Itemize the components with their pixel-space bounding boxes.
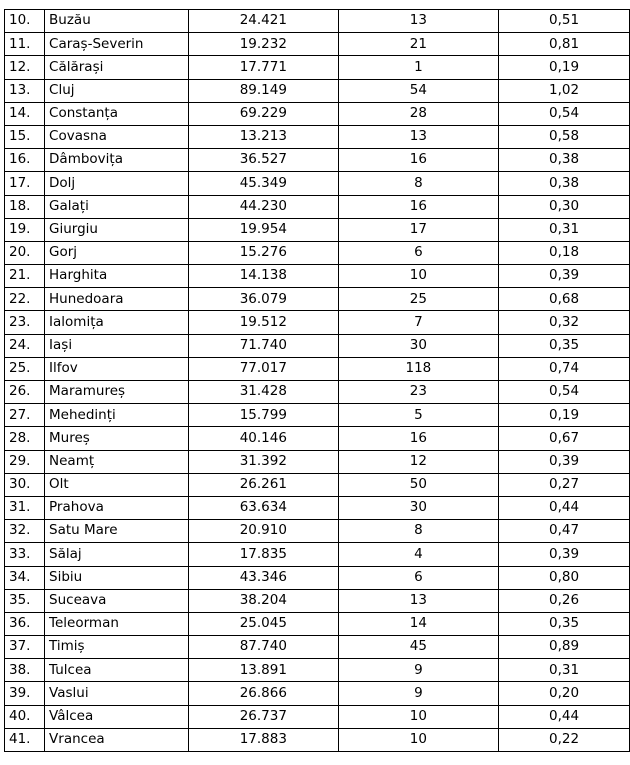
table-row	[5, 10, 630, 33]
ratio-cell: 0,39	[499, 265, 630, 288]
ratio-cell: 0,54	[499, 102, 630, 125]
table-row	[5, 566, 630, 589]
count-cell: 4	[338, 543, 498, 566]
table-row	[5, 705, 630, 728]
ratio-cell: 0,58	[499, 125, 630, 148]
count-cell: 25	[338, 288, 498, 311]
ratio-cell: 0,54	[499, 381, 630, 404]
county-name-cell: Vaslui	[45, 682, 189, 705]
county-name-cell: Vrancea	[45, 728, 189, 751]
value-cell: 17.771	[188, 56, 338, 79]
row-number-cell: 19.	[5, 218, 45, 241]
row-number-cell: 27.	[5, 404, 45, 427]
row-number-cell: 18.	[5, 195, 45, 218]
count-cell: 13	[338, 10, 498, 33]
county-name-cell: Ilfov	[45, 357, 189, 380]
value-cell: 44.230	[188, 195, 338, 218]
county-name-cell: Călărași	[45, 56, 189, 79]
count-cell: 7	[338, 311, 498, 334]
county-name-cell: Constanța	[45, 102, 189, 125]
table-row	[5, 496, 630, 519]
table-row	[5, 636, 630, 659]
table-row	[5, 357, 630, 380]
count-cell: 50	[338, 473, 498, 496]
value-cell: 63.634	[188, 496, 338, 519]
table-row	[5, 682, 630, 705]
ratio-cell: 0,31	[499, 659, 630, 682]
value-cell: 13.213	[188, 125, 338, 148]
county-name-cell: Sălaj	[45, 543, 189, 566]
ratio-cell: 0,51	[499, 10, 630, 33]
count-cell: 16	[338, 149, 498, 172]
county-name-cell: Galați	[45, 195, 189, 218]
row-number-cell: 38.	[5, 659, 45, 682]
table-row	[5, 218, 630, 241]
ratio-cell: 0,38	[499, 172, 630, 195]
row-number-cell: 11.	[5, 33, 45, 56]
value-cell: 15.276	[188, 241, 338, 264]
county-name-cell: Dâmbovița	[45, 149, 189, 172]
value-cell: 43.346	[188, 566, 338, 589]
count-cell: 118	[338, 357, 498, 380]
ratio-cell: 0,19	[499, 56, 630, 79]
county-name-cell: Prahova	[45, 496, 189, 519]
value-cell: 31.392	[188, 450, 338, 473]
value-cell: 69.229	[188, 102, 338, 125]
count-cell: 5	[338, 404, 498, 427]
value-cell: 26.737	[188, 705, 338, 728]
table-row	[5, 288, 630, 311]
count-cell: 9	[338, 682, 498, 705]
row-number-cell: 30.	[5, 473, 45, 496]
table-row	[5, 589, 630, 612]
ratio-cell: 0,44	[499, 705, 630, 728]
table-row	[5, 56, 630, 79]
ratio-cell: 0,22	[499, 728, 630, 751]
value-cell: 25.045	[188, 612, 338, 635]
row-number-cell: 34.	[5, 566, 45, 589]
county-name-cell: Hunedoara	[45, 288, 189, 311]
value-cell: 89.149	[188, 79, 338, 102]
ratio-cell: 0,89	[499, 636, 630, 659]
ratio-cell: 0,68	[499, 288, 630, 311]
count-cell: 16	[338, 427, 498, 450]
county-name-cell: Satu Mare	[45, 520, 189, 543]
table-row	[5, 334, 630, 357]
county-name-cell: Mehedinți	[45, 404, 189, 427]
count-cell: 6	[338, 241, 498, 264]
county-name-cell: Olt	[45, 473, 189, 496]
row-number-cell: 37.	[5, 636, 45, 659]
count-cell: 14	[338, 612, 498, 635]
value-cell: 77.017	[188, 357, 338, 380]
row-number-cell: 23.	[5, 311, 45, 334]
row-number-cell: 31.	[5, 496, 45, 519]
count-cell: 16	[338, 195, 498, 218]
county-name-cell: Giurgiu	[45, 218, 189, 241]
table-row	[5, 543, 630, 566]
count-cell: 17	[338, 218, 498, 241]
row-number-cell: 36.	[5, 612, 45, 635]
county-name-cell: Vâlcea	[45, 705, 189, 728]
row-number-cell: 24.	[5, 334, 45, 357]
table-row	[5, 728, 630, 751]
row-number-cell: 13.	[5, 79, 45, 102]
table-row	[5, 149, 630, 172]
county-name-cell: Teleorman	[45, 612, 189, 635]
county-name-cell: Sibiu	[45, 566, 189, 589]
table-row	[5, 450, 630, 473]
table-row	[5, 125, 630, 148]
row-number-cell: 29.	[5, 450, 45, 473]
table-row	[5, 473, 630, 496]
table-row	[5, 427, 630, 450]
county-name-cell: Cluj	[45, 79, 189, 102]
row-number-cell: 32.	[5, 520, 45, 543]
table-row	[5, 404, 630, 427]
ratio-cell: 0,26	[499, 589, 630, 612]
value-cell: 26.866	[188, 682, 338, 705]
count-cell: 10	[338, 705, 498, 728]
ratio-cell: 0,38	[499, 149, 630, 172]
row-number-cell: 41.	[5, 728, 45, 751]
county-name-cell: Gorj	[45, 241, 189, 264]
table-row	[5, 612, 630, 635]
ratio-cell: 0,32	[499, 311, 630, 334]
count-cell: 12	[338, 450, 498, 473]
count-cell: 8	[338, 520, 498, 543]
table-row	[5, 381, 630, 404]
county-name-cell: Maramureș	[45, 381, 189, 404]
ratio-cell: 0,18	[499, 241, 630, 264]
row-number-cell: 12.	[5, 56, 45, 79]
row-number-cell: 10.	[5, 10, 45, 33]
value-cell: 36.079	[188, 288, 338, 311]
ratio-cell: 0,80	[499, 566, 630, 589]
table-row	[5, 172, 630, 195]
row-number-cell: 14.	[5, 102, 45, 125]
row-number-cell: 33.	[5, 543, 45, 566]
county-data-table	[4, 9, 630, 752]
county-name-cell: Harghita	[45, 265, 189, 288]
value-cell: 17.883	[188, 728, 338, 751]
row-number-cell: 35.	[5, 589, 45, 612]
value-cell: 15.799	[188, 404, 338, 427]
ratio-cell: 1,02	[499, 79, 630, 102]
count-cell: 8	[338, 172, 498, 195]
value-cell: 13.891	[188, 659, 338, 682]
count-cell: 30	[338, 496, 498, 519]
count-cell: 6	[338, 566, 498, 589]
count-cell: 13	[338, 125, 498, 148]
count-cell: 13	[338, 589, 498, 612]
county-name-cell: Tulcea	[45, 659, 189, 682]
count-cell: 21	[338, 33, 498, 56]
ratio-cell: 0,39	[499, 543, 630, 566]
row-number-cell: 15.	[5, 125, 45, 148]
count-cell: 45	[338, 636, 498, 659]
count-cell: 9	[338, 659, 498, 682]
value-cell: 38.204	[188, 589, 338, 612]
county-name-cell: Mureș	[45, 427, 189, 450]
table-body	[5, 10, 630, 752]
ratio-cell: 0,19	[499, 404, 630, 427]
county-name-cell: Neamț	[45, 450, 189, 473]
value-cell: 20.910	[188, 520, 338, 543]
row-number-cell: 28.	[5, 427, 45, 450]
table-row	[5, 241, 630, 264]
ratio-cell: 0,44	[499, 496, 630, 519]
county-name-cell: Dolj	[45, 172, 189, 195]
value-cell: 19.512	[188, 311, 338, 334]
row-number-cell: 16.	[5, 149, 45, 172]
county-name-cell: Suceava	[45, 589, 189, 612]
table-row	[5, 79, 630, 102]
county-name-cell: Timiș	[45, 636, 189, 659]
ratio-cell: 0,67	[499, 427, 630, 450]
table-row	[5, 102, 630, 125]
county-name-cell: Iași	[45, 334, 189, 357]
count-cell: 23	[338, 381, 498, 404]
count-cell: 1	[338, 56, 498, 79]
row-number-cell: 39.	[5, 682, 45, 705]
table-row	[5, 195, 630, 218]
ratio-cell: 0,39	[499, 450, 630, 473]
table-row	[5, 265, 630, 288]
row-number-cell: 20.	[5, 241, 45, 264]
count-cell: 28	[338, 102, 498, 125]
county-name-cell: Buzău	[45, 10, 189, 33]
count-cell: 54	[338, 79, 498, 102]
value-cell: 24.421	[188, 10, 338, 33]
ratio-cell: 0,35	[499, 334, 630, 357]
value-cell: 26.261	[188, 473, 338, 496]
value-cell: 17.835	[188, 543, 338, 566]
value-cell: 36.527	[188, 149, 338, 172]
row-number-cell: 21.	[5, 265, 45, 288]
value-cell: 19.232	[188, 33, 338, 56]
county-name-cell: Covasna	[45, 125, 189, 148]
ratio-cell: 0,30	[499, 195, 630, 218]
count-cell: 10	[338, 265, 498, 288]
county-name-cell: Caraș-Severin	[45, 33, 189, 56]
value-cell: 87.740	[188, 636, 338, 659]
row-number-cell: 40.	[5, 705, 45, 728]
row-number-cell: 25.	[5, 357, 45, 380]
table-row	[5, 659, 630, 682]
count-cell: 30	[338, 334, 498, 357]
count-cell: 10	[338, 728, 498, 751]
ratio-cell: 0,27	[499, 473, 630, 496]
value-cell: 31.428	[188, 381, 338, 404]
ratio-cell: 0,81	[499, 33, 630, 56]
ratio-cell: 0,35	[499, 612, 630, 635]
row-number-cell: 22.	[5, 288, 45, 311]
ratio-cell: 0,47	[499, 520, 630, 543]
table-row	[5, 520, 630, 543]
table-row	[5, 311, 630, 334]
value-cell: 71.740	[188, 334, 338, 357]
ratio-cell: 0,20	[499, 682, 630, 705]
ratio-cell: 0,31	[499, 218, 630, 241]
value-cell: 19.954	[188, 218, 338, 241]
county-name-cell: Ialomița	[45, 311, 189, 334]
value-cell: 45.349	[188, 172, 338, 195]
value-cell: 40.146	[188, 427, 338, 450]
value-cell: 14.138	[188, 265, 338, 288]
ratio-cell: 0,74	[499, 357, 630, 380]
row-number-cell: 26.	[5, 381, 45, 404]
table-row	[5, 33, 630, 56]
row-number-cell: 17.	[5, 172, 45, 195]
